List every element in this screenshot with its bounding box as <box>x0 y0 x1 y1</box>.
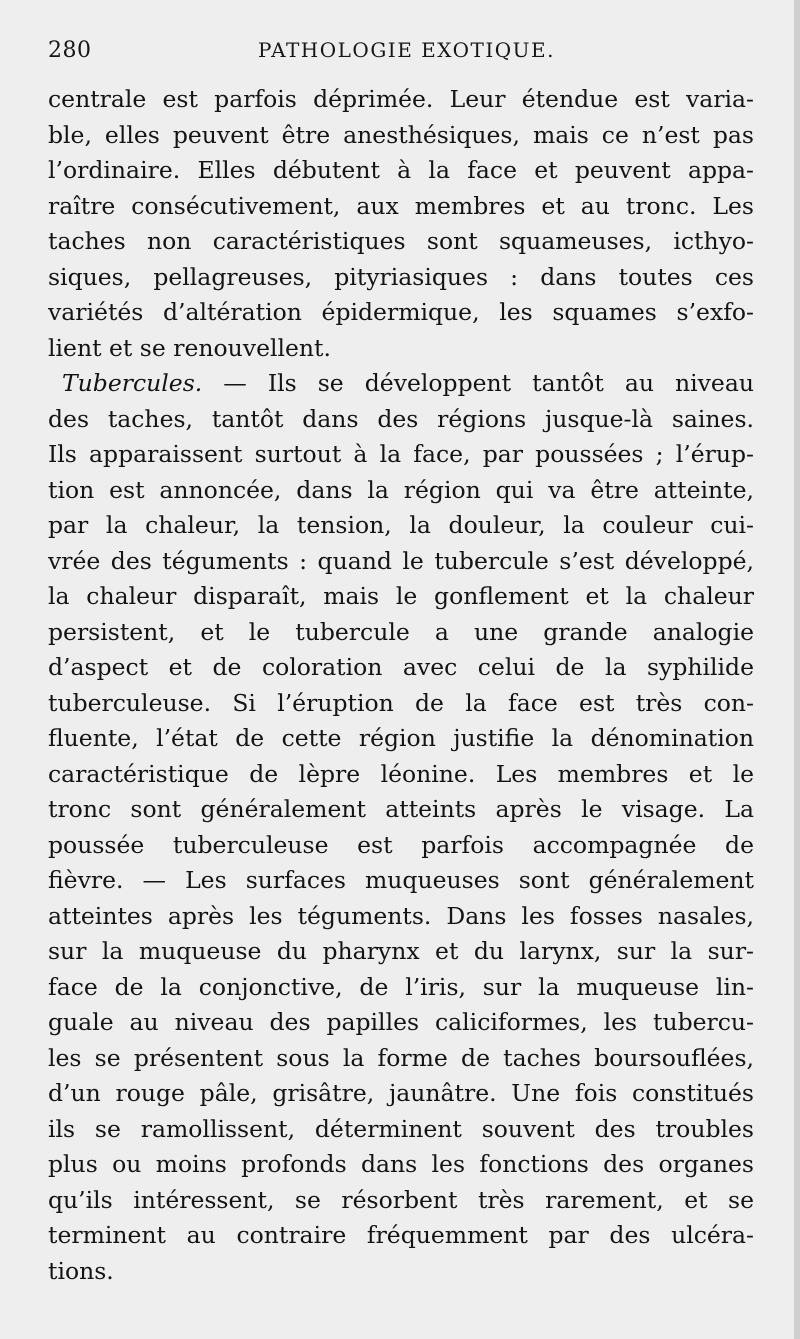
text-line: atteintes après les téguments. Dans les fosses nasales, <box>48 901 754 930</box>
text-line: qu’ils intéressent, se résorbent très rarement, et se <box>48 1185 754 1214</box>
text-line: d’un rouge pâle, grisâtre, jaunâtre. Une fois constitués <box>48 1079 754 1107</box>
text-line: les se présentent sous la forme de taches boursouflées, <box>48 1043 754 1072</box>
text-line: ble, elles peuvent être anesthésiques, mais ce n’est pas <box>48 120 754 149</box>
text-line: fluente, l’état de cette région justifie la dénomination <box>48 724 754 752</box>
text-line: la chaleur disparaît, mais le gonflement et la chaleur <box>48 582 754 610</box>
section-first-line <box>48 366 754 402</box>
text-line: taches non caractéristiques sont squameuses, icthyo- <box>48 227 754 255</box>
running-title: PATHOLOGIE EXOTIQUE. <box>258 38 555 62</box>
page-number: 280 <box>48 38 92 63</box>
text-line: persistent, et le tubercule a une grande analogie <box>48 617 754 646</box>
text-line: tuberculeuse. Si l’éruption de la face est très con- <box>48 688 754 717</box>
text-line: d’aspect et de coloration avec celui de la syphilide <box>48 653 754 681</box>
text-line: Ils apparaissent surtout à la face, par poussées ; l’érup- <box>48 440 754 468</box>
text-line: tion est annoncée, dans la région qui va être atteinte, <box>48 475 754 504</box>
text-line: tronc sont généralement atteints après le visage. La <box>48 795 754 823</box>
text-line: par la chaleur, la tension, la douleur, la couleur cui- <box>48 511 754 539</box>
text-line: siques, pellagreuses, pityriasiques : dans toutes ces <box>48 262 754 291</box>
text-line: variétés d’altération épidermique, les squames s’exfo- <box>48 298 754 326</box>
text-line: tions. <box>48 1256 114 1285</box>
text-line: caractéristique de lèpre léonine. Les membres et le <box>48 759 754 788</box>
body-text <box>48 82 754 1289</box>
text-line: guale au niveau des papilles caliciformes, les tubercu- <box>48 1008 754 1036</box>
text-line: des taches, tantôt dans des régions jusque-là saines. <box>48 404 754 433</box>
section-first-line-text: — Ils se développent tantôt au niveau <box>202 369 754 397</box>
page-header <box>48 38 758 72</box>
text-line: raître consécutivement, aux membres et au tronc. Les <box>48 191 754 220</box>
text-line: sur la muqueuse du pharynx et du larynx, sur la sur- <box>48 937 754 965</box>
text-line: terminent au contraire fréquemment par des ulcéra- <box>48 1221 754 1249</box>
text-line: l’ordinaire. Elles débutent à la face et peuvent appa- <box>48 156 754 184</box>
text-line: poussée tuberculeuse est parfois accompagnée de <box>48 830 754 859</box>
text-line: plus ou moins profonds dans les fonctions des organes <box>48 1150 754 1178</box>
text-line: vrée des téguments : quand le tubercule s’est développé, <box>48 546 754 575</box>
text-line: centrale est parfois déprimée. Leur étendue est varia- <box>48 85 754 113</box>
text-line: fièvre. — Les surfaces muqueuses sont généralement <box>48 866 754 894</box>
text-line: ils se ramollissent, déterminent souvent des troubles <box>48 1114 754 1143</box>
text-line: face de la conjonctive, de l’iris, sur la muqueuse lin- <box>48 972 754 1001</box>
text-line: lient et se renouvellent. <box>48 333 331 362</box>
section-title: Tubercules. <box>62 369 203 397</box>
